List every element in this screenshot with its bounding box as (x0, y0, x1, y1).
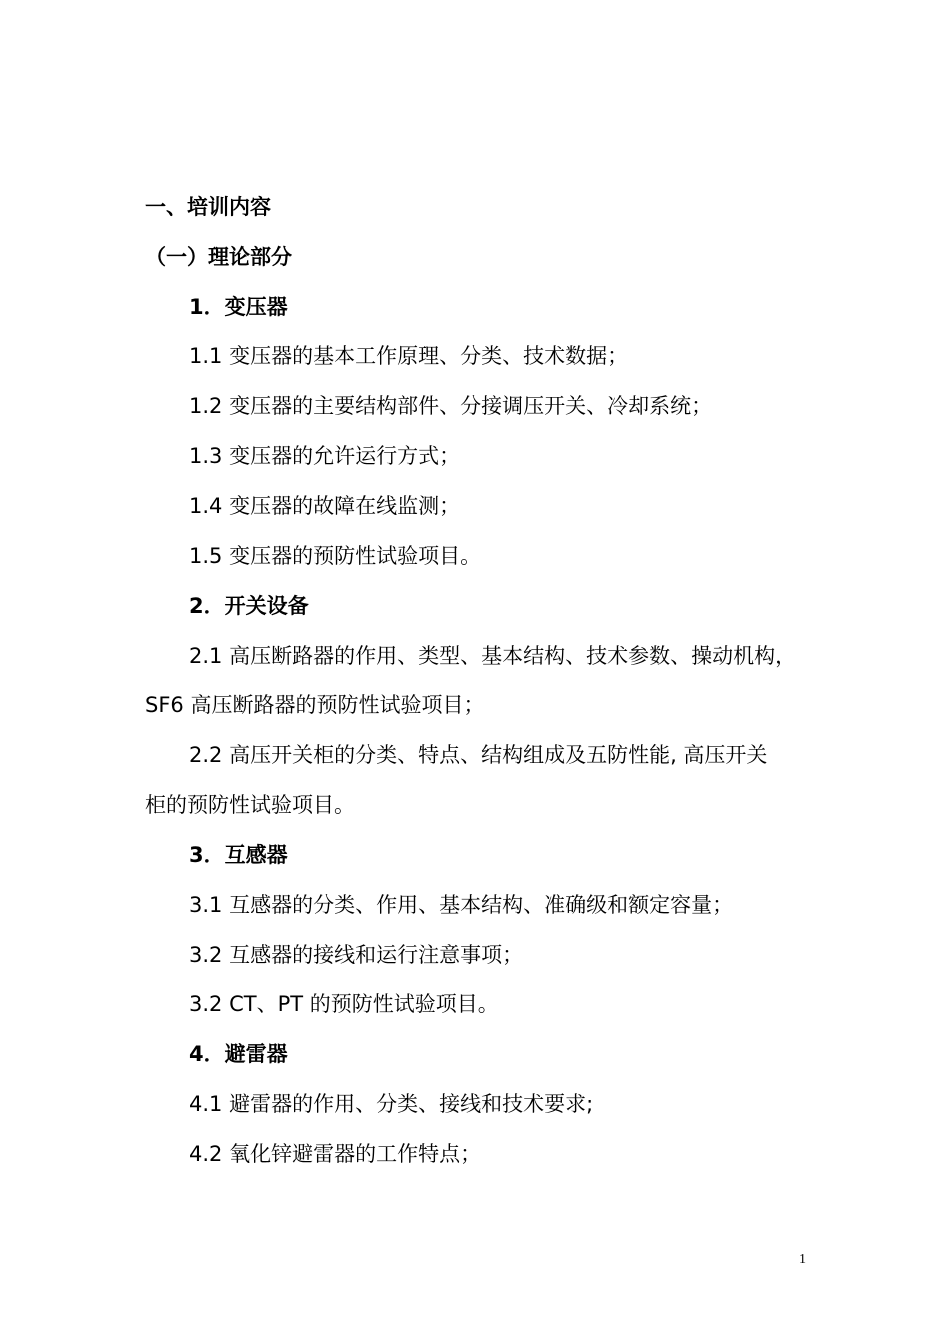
list-item: 2.2 高压开关柜的分类、特点、结构组成及五防性能, 高压开关 (189, 743, 768, 767)
list-item: 1.3 变压器的允许运行方式； (189, 444, 461, 468)
list-item-continuation: SF6 高压断路器的预防性试验项目； (145, 693, 485, 717)
list-item: 1.4 变压器的故障在线监测； (189, 494, 461, 518)
section-title-arrester: 4．避雷器 (189, 1042, 288, 1066)
section-title-switchgear: 2．开关设备 (189, 594, 309, 618)
list-item: 1.1 变压器的基本工作原理、分类、技术数据； (189, 344, 629, 368)
list-item: 2.1 高压断路器的作用、类型、基本结构、技术参数、操动机构， (189, 644, 797, 668)
section-title-transformer: 1．变压器 (189, 295, 288, 319)
list-item: 3.1 互感器的分类、作用、基本结构、准确级和额定容量； (189, 893, 734, 917)
list-item: 3.2 互感器的接线和运行注意事项； (189, 943, 524, 967)
list-item: 1.5 变压器的预防性试验项目。 (189, 544, 482, 568)
list-item: 1.2 变压器的主要结构部件、分接调压开关、冷却系统； (189, 394, 713, 418)
list-item: 3.2 CT、PT 的预防性试验项目。 (189, 992, 499, 1016)
heading-theory-part: （一）理论部分 (145, 245, 292, 269)
list-item: 4.2 氧化锌避雷器的工作特点； (189, 1142, 482, 1166)
heading-training-content: 一、培训内容 (145, 195, 271, 219)
list-item-continuation: 柜的预防性试验项目。 (145, 793, 355, 817)
page-number: 1 (799, 1252, 806, 1267)
list-item: 4.1 避雷器的作用、分类、接线和技术要求; (189, 1092, 594, 1116)
section-title-instrument-transformer: 3．互感器 (189, 843, 288, 867)
